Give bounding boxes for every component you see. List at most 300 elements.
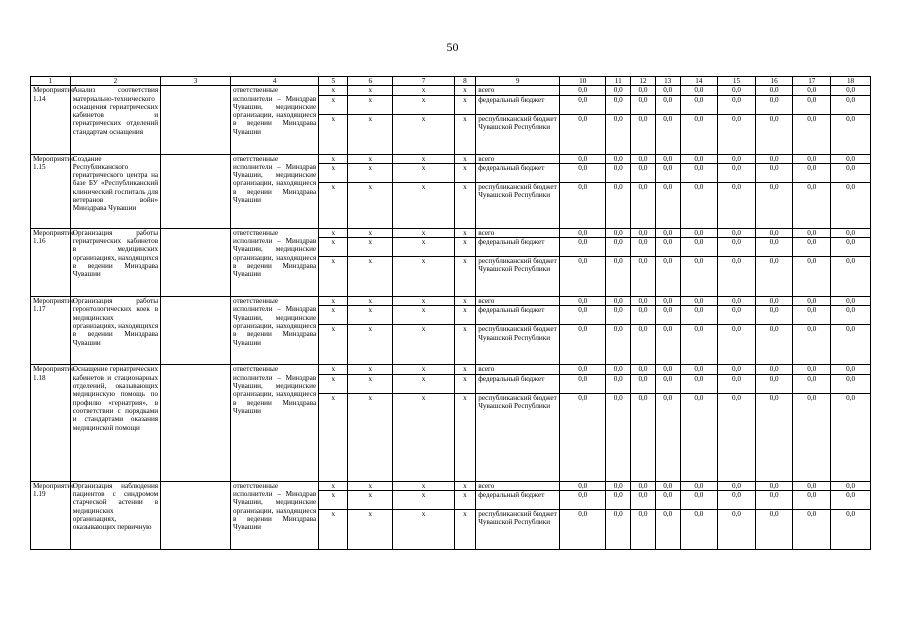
code-marker-cell: х: [319, 510, 348, 550]
code-marker-cell: х: [348, 228, 393, 237]
amount-cell: 0,0: [718, 228, 756, 237]
code-marker-cell: х: [348, 114, 393, 154]
amount-cell: 0,0: [755, 325, 793, 365]
column-number-header: 11: [606, 77, 631, 86]
column-number-header: 12: [631, 77, 656, 86]
empty-cell: [161, 297, 231, 365]
amount-cell: 0,0: [631, 182, 656, 228]
amount-cell: 0,0: [655, 182, 680, 228]
amount-cell: 0,0: [606, 154, 631, 163]
amount-cell: 0,0: [718, 374, 756, 393]
amount-cell: 0,0: [655, 95, 680, 114]
amount-cell: 0,0: [755, 297, 793, 306]
funding-source: республиканский бюджет Чувашской Республики: [476, 510, 560, 550]
funding-source: республиканский бюджет Чувашской Республики: [476, 182, 560, 228]
amount-cell: 0,0: [680, 325, 718, 365]
code-marker-cell: х: [393, 163, 454, 182]
funding-source: федеральный бюджет: [476, 491, 560, 510]
code-marker-cell: х: [319, 238, 348, 257]
amount-cell: 0,0: [831, 365, 871, 374]
amount-cell: 0,0: [680, 182, 718, 228]
amount-cell: 0,0: [680, 365, 718, 374]
code-marker-cell: х: [348, 491, 393, 510]
amount-cell: 0,0: [718, 95, 756, 114]
amount-cell: 0,0: [831, 481, 871, 490]
amount-cell: 0,0: [606, 365, 631, 374]
amount-cell: 0,0: [680, 481, 718, 490]
program-events-table: [30, 76, 871, 550]
code-marker-cell: х: [319, 365, 348, 374]
amount-cell: 0,0: [655, 114, 680, 154]
amount-cell: 0,0: [831, 510, 871, 550]
code-marker-cell: х: [319, 86, 348, 95]
amount-cell: 0,0: [680, 257, 718, 297]
funding-source: всего: [476, 228, 560, 237]
code-marker-cell: х: [393, 95, 454, 114]
event-code: Мероприятие 1.16: [31, 228, 71, 296]
funding-source: республиканский бюджет Чувашской Республики: [476, 393, 560, 481]
amount-cell: 0,0: [718, 365, 756, 374]
amount-cell: 0,0: [831, 306, 871, 325]
code-marker-cell: х: [393, 481, 454, 490]
column-number-header: 7: [393, 77, 454, 86]
amount-cell: 0,0: [718, 491, 756, 510]
code-marker-cell: х: [454, 510, 476, 550]
amount-cell: 0,0: [793, 510, 831, 550]
code-marker-cell: х: [393, 86, 454, 95]
amount-cell: 0,0: [631, 95, 656, 114]
event-executors: ответственные исполнители – Минздрав Чувашии, медицинские организации, находящиеся в ведении Минздрава Чувашии: [231, 154, 319, 228]
amount-cell: 0,0: [755, 114, 793, 154]
code-marker-cell: х: [393, 114, 454, 154]
code-marker-cell: х: [319, 114, 348, 154]
amount-cell: 0,0: [655, 491, 680, 510]
amount-cell: 0,0: [606, 393, 631, 481]
amount-cell: 0,0: [718, 182, 756, 228]
column-number-header: 15: [718, 77, 756, 86]
event-code: Мероприятие 1.17: [31, 297, 71, 365]
funding-source: всего: [476, 481, 560, 490]
code-marker-cell: х: [393, 257, 454, 297]
amount-cell: 0,0: [831, 163, 871, 182]
amount-cell: 0,0: [793, 365, 831, 374]
amount-cell: 0,0: [655, 163, 680, 182]
code-marker-cell: х: [348, 163, 393, 182]
amount-cell: 0,0: [606, 257, 631, 297]
funding-source: всего: [476, 297, 560, 306]
amount-cell: 0,0: [718, 163, 756, 182]
code-marker-cell: х: [454, 238, 476, 257]
amount-cell: 0,0: [560, 365, 606, 374]
amount-cell: 0,0: [560, 86, 606, 95]
amount-cell: 0,0: [631, 86, 656, 95]
amount-cell: 0,0: [755, 182, 793, 228]
code-marker-cell: х: [348, 154, 393, 163]
event-code: Мероприятие 1.19: [31, 481, 71, 549]
amount-cell: 0,0: [680, 297, 718, 306]
amount-cell: 0,0: [755, 491, 793, 510]
column-number-header: 13: [655, 77, 680, 86]
event-group: [31, 154, 871, 228]
code-marker-cell: х: [348, 86, 393, 95]
event-executors: ответственные исполнители – Минздрав Чувашии, медицинские организации, находящиеся в ведении Минздрава Чувашии: [231, 228, 319, 296]
page-number: 50: [446, 40, 459, 54]
amount-cell: 0,0: [560, 95, 606, 114]
code-marker-cell: х: [454, 163, 476, 182]
amount-cell: 0,0: [718, 393, 756, 481]
code-marker-cell: х: [348, 393, 393, 481]
amount-cell: 0,0: [560, 297, 606, 306]
amount-cell: 0,0: [831, 86, 871, 95]
event-executors: ответственные исполнители – Минздрав Чувашии, медицинские организации, находящиеся в ведении Минздрава Чувашии: [231, 86, 319, 154]
event-name: Организация работы гериатрических кабинетов в медицинских организациях, находящихся в ведении Минздрава Чувашии: [70, 228, 160, 296]
amount-cell: 0,0: [755, 393, 793, 481]
amount-cell: 0,0: [831, 374, 871, 393]
code-marker-cell: х: [319, 374, 348, 393]
amount-cell: 0,0: [755, 374, 793, 393]
amount-cell: 0,0: [680, 86, 718, 95]
amount-cell: 0,0: [631, 365, 656, 374]
amount-cell: 0,0: [655, 306, 680, 325]
amount-cell: 0,0: [680, 95, 718, 114]
amount-cell: 0,0: [631, 257, 656, 297]
amount-cell: 0,0: [831, 325, 871, 365]
amount-cell: 0,0: [793, 182, 831, 228]
funding-source: всего: [476, 154, 560, 163]
amount-cell: 0,0: [606, 95, 631, 114]
amount-cell: 0,0: [793, 297, 831, 306]
amount-cell: 0,0: [560, 510, 606, 550]
code-marker-cell: х: [393, 306, 454, 325]
code-marker-cell: х: [454, 154, 476, 163]
amount-cell: 0,0: [793, 86, 831, 95]
amount-cell: 0,0: [831, 297, 871, 306]
code-marker-cell: х: [319, 306, 348, 325]
code-marker-cell: х: [319, 481, 348, 490]
code-marker-cell: х: [454, 228, 476, 237]
code-marker-cell: х: [454, 365, 476, 374]
empty-cell: [161, 154, 231, 228]
amount-cell: 0,0: [655, 481, 680, 490]
amount-cell: 0,0: [718, 325, 756, 365]
column-number-header: 1: [31, 77, 71, 86]
event-executors: ответственные исполнители – Минздрав Чувашии, медицинские организации, находящиеся в ведении Минздрава Чувашии: [231, 481, 319, 549]
amount-cell: 0,0: [831, 182, 871, 228]
amount-cell: 0,0: [755, 154, 793, 163]
funding-row: [31, 481, 871, 490]
amount-cell: 0,0: [606, 374, 631, 393]
code-marker-cell: х: [393, 297, 454, 306]
column-number-header: 8: [454, 77, 476, 86]
amount-cell: 0,0: [631, 374, 656, 393]
funding-source: республиканский бюджет Чувашской Республики: [476, 325, 560, 365]
amount-cell: 0,0: [560, 306, 606, 325]
amount-cell: 0,0: [606, 182, 631, 228]
empty-cell: [161, 481, 231, 549]
event-name: Создание Республиканского гериатрического центра на базе БУ «Республиканский клинический госпиталь для ветеранов войн» Минздрава Чувашии: [70, 154, 160, 228]
code-marker-cell: х: [454, 297, 476, 306]
code-marker-cell: х: [454, 325, 476, 365]
code-marker-cell: х: [348, 374, 393, 393]
amount-cell: 0,0: [560, 228, 606, 237]
column-number-header: 5: [319, 77, 348, 86]
amount-cell: 0,0: [606, 491, 631, 510]
amount-cell: 0,0: [680, 114, 718, 154]
code-marker-cell: х: [393, 491, 454, 510]
funding-source: федеральный бюджет: [476, 306, 560, 325]
amount-cell: 0,0: [631, 297, 656, 306]
amount-cell: 0,0: [631, 306, 656, 325]
code-marker-cell: х: [348, 297, 393, 306]
amount-cell: 0,0: [793, 114, 831, 154]
amount-cell: 0,0: [793, 374, 831, 393]
amount-cell: 0,0: [680, 154, 718, 163]
code-marker-cell: х: [319, 154, 348, 163]
amount-cell: 0,0: [680, 374, 718, 393]
funding-source: федеральный бюджет: [476, 163, 560, 182]
code-marker-cell: х: [454, 306, 476, 325]
amount-cell: 0,0: [631, 491, 656, 510]
amount-cell: 0,0: [755, 86, 793, 95]
code-marker-cell: х: [319, 95, 348, 114]
funding-source: республиканский бюджет Чувашской Республики: [476, 114, 560, 154]
event-name: Организация работы геронтологических коек в медицинских организациях, находящихся в ведении Минздрава Чувашии: [70, 297, 160, 365]
amount-cell: 0,0: [831, 393, 871, 481]
code-marker-cell: х: [348, 510, 393, 550]
amount-cell: 0,0: [793, 393, 831, 481]
event-name: Оснащение гериатрических кабинетов и стационарных отделений, оказывающих медицинскую помощь по профилю «гериатрия», в соответствии с порядками и стандартами оказания медицинской помощи: [70, 365, 160, 481]
funding-source: всего: [476, 86, 560, 95]
event-group: [31, 228, 871, 296]
event-code: Мероприятие 1.15: [31, 154, 71, 228]
event-code: Мероприятие 1.18: [31, 365, 71, 481]
event-executors: ответственные исполнители – Минздрав Чувашии, медицинские организации, находящиеся в ведении Минздрава Чувашии: [231, 297, 319, 365]
code-marker-cell: х: [319, 257, 348, 297]
code-marker-cell: х: [348, 481, 393, 490]
event-group: [31, 86, 871, 154]
amount-cell: 0,0: [631, 228, 656, 237]
amount-cell: 0,0: [755, 365, 793, 374]
code-marker-cell: х: [393, 238, 454, 257]
code-marker-cell: х: [393, 182, 454, 228]
code-marker-cell: х: [454, 95, 476, 114]
code-marker-cell: х: [319, 228, 348, 237]
code-marker-cell: х: [454, 374, 476, 393]
amount-cell: 0,0: [655, 297, 680, 306]
amount-cell: 0,0: [655, 228, 680, 237]
amount-cell: 0,0: [718, 154, 756, 163]
amount-cell: 0,0: [793, 238, 831, 257]
amount-cell: 0,0: [755, 95, 793, 114]
amount-cell: 0,0: [718, 306, 756, 325]
code-marker-cell: х: [319, 163, 348, 182]
column-number-header: 14: [680, 77, 718, 86]
amount-cell: 0,0: [831, 154, 871, 163]
code-marker-cell: х: [348, 95, 393, 114]
funding-row: [31, 86, 871, 95]
event-name: Организация наблюдения пациентов с синдромом старческой астении в медицинских организациях, оказывающих первичную: [70, 481, 160, 549]
amount-cell: 0,0: [560, 163, 606, 182]
code-marker-cell: х: [348, 306, 393, 325]
amount-cell: 0,0: [655, 365, 680, 374]
column-number-header: 3: [161, 77, 231, 86]
funding-source: федеральный бюджет: [476, 95, 560, 114]
amount-cell: 0,0: [718, 86, 756, 95]
code-marker-cell: х: [348, 257, 393, 297]
amount-cell: 0,0: [606, 325, 631, 365]
code-marker-cell: х: [393, 510, 454, 550]
code-marker-cell: х: [454, 393, 476, 481]
amount-cell: 0,0: [631, 481, 656, 490]
empty-cell: [161, 228, 231, 296]
amount-cell: 0,0: [560, 154, 606, 163]
amount-cell: 0,0: [606, 114, 631, 154]
code-marker-cell: х: [393, 393, 454, 481]
code-marker-cell: х: [348, 238, 393, 257]
funding-source: федеральный бюджет: [476, 374, 560, 393]
code-marker-cell: х: [319, 393, 348, 481]
amount-cell: 0,0: [831, 491, 871, 510]
amount-cell: 0,0: [606, 163, 631, 182]
funding-source: республиканский бюджет Чувашской Республики: [476, 257, 560, 297]
amount-cell: 0,0: [755, 238, 793, 257]
amount-cell: 0,0: [793, 228, 831, 237]
code-marker-cell: х: [393, 154, 454, 163]
amount-cell: 0,0: [793, 154, 831, 163]
amount-cell: 0,0: [718, 481, 756, 490]
amount-cell: 0,0: [831, 238, 871, 257]
column-number-header: 2: [70, 77, 160, 86]
event-group: [31, 297, 871, 365]
code-marker-cell: х: [454, 86, 476, 95]
amount-cell: 0,0: [631, 238, 656, 257]
amount-cell: 0,0: [793, 257, 831, 297]
code-marker-cell: х: [348, 325, 393, 365]
amount-cell: 0,0: [718, 114, 756, 154]
amount-cell: 0,0: [606, 481, 631, 490]
event-name: Анализ соответствия материально-технического оснащения гериатрических кабинетов и гериатрических отделений стандартам оснащения: [70, 86, 160, 154]
code-marker-cell: х: [348, 182, 393, 228]
amount-cell: 0,0: [793, 163, 831, 182]
code-marker-cell: х: [319, 325, 348, 365]
amount-cell: 0,0: [560, 257, 606, 297]
column-number-header: 4: [231, 77, 319, 86]
amount-cell: 0,0: [606, 238, 631, 257]
code-marker-cell: х: [454, 114, 476, 154]
event-code: Мероприятие 1.14: [31, 86, 71, 154]
amount-cell: 0,0: [718, 510, 756, 550]
funding-row: [31, 228, 871, 237]
amount-cell: 0,0: [655, 86, 680, 95]
column-number-header: 10: [560, 77, 606, 86]
column-number-row: [31, 77, 871, 86]
column-number-header: 16: [755, 77, 793, 86]
event-executors: ответственные исполнители – Минздрав Чувашии, медицинские организации, находящиеся в ведении Минздрава Чувашии: [231, 365, 319, 481]
amount-cell: 0,0: [680, 491, 718, 510]
amount-cell: 0,0: [560, 238, 606, 257]
amount-cell: 0,0: [793, 306, 831, 325]
amount-cell: 0,0: [680, 228, 718, 237]
amount-cell: 0,0: [655, 238, 680, 257]
amount-cell: 0,0: [655, 374, 680, 393]
code-marker-cell: х: [319, 182, 348, 228]
empty-cell: [161, 86, 231, 154]
amount-cell: 0,0: [831, 257, 871, 297]
empty-cell: [161, 365, 231, 481]
code-marker-cell: х: [454, 257, 476, 297]
amount-cell: 0,0: [560, 393, 606, 481]
amount-cell: 0,0: [606, 86, 631, 95]
funding-row: [31, 365, 871, 374]
code-marker-cell: х: [454, 491, 476, 510]
column-number-header: 6: [348, 77, 393, 86]
code-marker-cell: х: [393, 374, 454, 393]
amount-cell: 0,0: [755, 306, 793, 325]
amount-cell: 0,0: [631, 163, 656, 182]
amount-cell: 0,0: [655, 393, 680, 481]
event-group: [31, 365, 871, 481]
amount-cell: 0,0: [755, 163, 793, 182]
amount-cell: 0,0: [560, 182, 606, 228]
amount-cell: 0,0: [793, 481, 831, 490]
amount-cell: 0,0: [831, 228, 871, 237]
amount-cell: 0,0: [793, 491, 831, 510]
amount-cell: 0,0: [655, 257, 680, 297]
funding-source: всего: [476, 365, 560, 374]
amount-cell: 0,0: [606, 306, 631, 325]
code-marker-cell: х: [319, 297, 348, 306]
funding-row: [31, 297, 871, 306]
amount-cell: 0,0: [680, 510, 718, 550]
column-number-header: 9: [476, 77, 560, 86]
amount-cell: 0,0: [655, 510, 680, 550]
amount-cell: 0,0: [680, 393, 718, 481]
amount-cell: 0,0: [831, 95, 871, 114]
column-number-header: 18: [831, 77, 871, 86]
amount-cell: 0,0: [655, 325, 680, 365]
code-marker-cell: х: [319, 491, 348, 510]
code-marker-cell: х: [393, 365, 454, 374]
code-marker-cell: х: [393, 325, 454, 365]
funding-row: [31, 154, 871, 163]
amount-cell: 0,0: [680, 163, 718, 182]
amount-cell: 0,0: [680, 238, 718, 257]
amount-cell: 0,0: [831, 114, 871, 154]
amount-cell: 0,0: [655, 154, 680, 163]
code-marker-cell: х: [454, 481, 476, 490]
funding-source: федеральный бюджет: [476, 238, 560, 257]
amount-cell: 0,0: [793, 95, 831, 114]
amount-cell: 0,0: [606, 228, 631, 237]
amount-cell: 0,0: [793, 325, 831, 365]
amount-cell: 0,0: [631, 510, 656, 550]
amount-cell: 0,0: [560, 481, 606, 490]
amount-cell: 0,0: [631, 325, 656, 365]
amount-cell: 0,0: [718, 238, 756, 257]
amount-cell: 0,0: [560, 374, 606, 393]
column-number-header: 17: [793, 77, 831, 86]
amount-cell: 0,0: [680, 306, 718, 325]
amount-cell: 0,0: [560, 114, 606, 154]
amount-cell: 0,0: [755, 510, 793, 550]
code-marker-cell: х: [454, 182, 476, 228]
amount-cell: 0,0: [560, 491, 606, 510]
amount-cell: 0,0: [718, 297, 756, 306]
code-marker-cell: х: [348, 365, 393, 374]
amount-cell: 0,0: [606, 297, 631, 306]
amount-cell: 0,0: [755, 257, 793, 297]
amount-cell: 0,0: [631, 393, 656, 481]
